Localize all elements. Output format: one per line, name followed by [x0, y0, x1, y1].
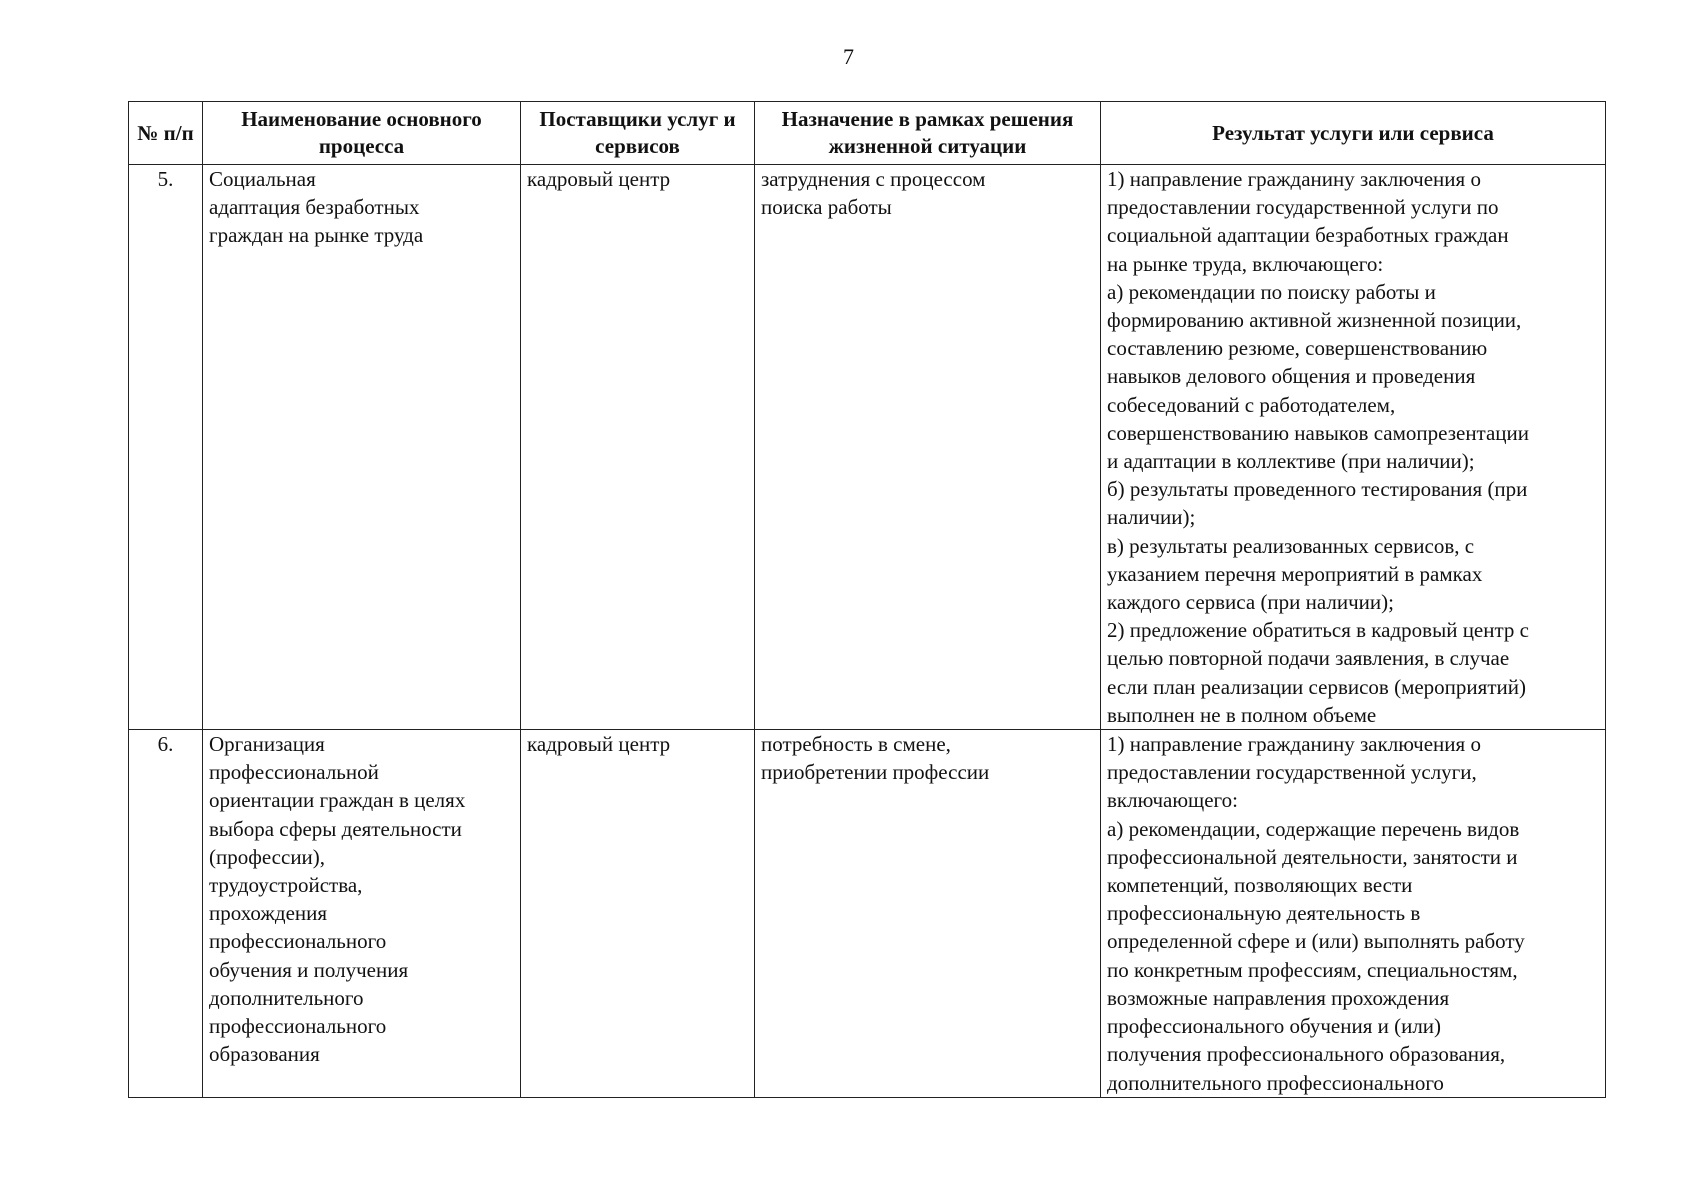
header-provider-label: Поставщики услуг и сервисов [539, 107, 736, 158]
result-text: 1) направление гражданину заключения о предоставлении государственной услуги, включающего: а) рекомендации, содержащие перечень видов профессиональной деятельности, занятости и компетенций, позволяющих вести профессиональную деятельность в определенной сфере и (или) выполнять работу по конкретным профессиям, специальностям, возможные направления прохождения профессионального обучения и (или) получения профессионального образования, дополнительного профессионального [1107, 732, 1525, 1095]
services-table [128, 101, 1606, 1098]
header-number-label: № п/п [137, 120, 194, 145]
header-provider [521, 102, 755, 165]
header-process [203, 102, 521, 165]
result-cell [1101, 165, 1606, 730]
purpose-cell [755, 165, 1101, 730]
purpose-text: затруднения с процессом поиска работы [761, 167, 986, 220]
purpose-text: потребность в смене, приобретении профессии [761, 732, 990, 785]
header-result [1101, 102, 1606, 165]
purpose-cell [755, 730, 1101, 1098]
table-header-row [129, 102, 1606, 165]
process-cell [203, 165, 521, 730]
table-row [129, 730, 1606, 1098]
table-row [129, 165, 1606, 730]
row-number: 5. [157, 167, 174, 191]
header-purpose [755, 102, 1101, 165]
result-text: 1) направление гражданину заключения о предоставлении государственной услуги по социальной адаптации безработных граждан на рынке труда, включающего: а) рекомендации по поиску работы и формированию активной жизненной позиции, составлению резюме, совершенствованию навыков делового общения и проведения собеседований с работодателем, совершенствованию навыков самопрезентации и адаптации в коллективе (при наличии); б) результаты проведенного тестирования (при наличии); в) результаты реализованных сервисов, с указанием перечня мероприятий в рамках каждого сервиса (при наличии); 2) предложение обратиться в кадровый центр с целью повторной подачи заявления, в случае если план реализации сервисов (мероприятий) выполнен не в полном объеме [1107, 167, 1530, 727]
header-result-label: Результат услуги или сервиса [1212, 120, 1494, 145]
page-number: 7 [843, 44, 854, 69]
provider-cell [521, 730, 755, 1098]
header-number [129, 102, 203, 165]
header-purpose-label: Назначение в рамках решения жизненной ситуации [781, 107, 1074, 158]
header-process-label: Наименование основного процесса [241, 107, 482, 158]
row-number: 6. [157, 732, 174, 757]
row-number-cell [129, 165, 203, 730]
provider-text: кадровый центр [527, 732, 671, 757]
result-cell [1101, 730, 1606, 1098]
provider-cell [521, 165, 755, 730]
provider-text: кадровый центр [527, 167, 671, 191]
process-cell [203, 730, 521, 1098]
process-text: Организация профессиональной ориентации граждан в целях выбора сферы деятельности (профессии), трудоустройства, прохождения профессионального обучения и получения дополнительного профессионального образования [209, 732, 466, 1067]
process-text: Социальная адаптация безработных граждан на рынке труда [209, 167, 424, 248]
row-number-cell [129, 730, 203, 1098]
